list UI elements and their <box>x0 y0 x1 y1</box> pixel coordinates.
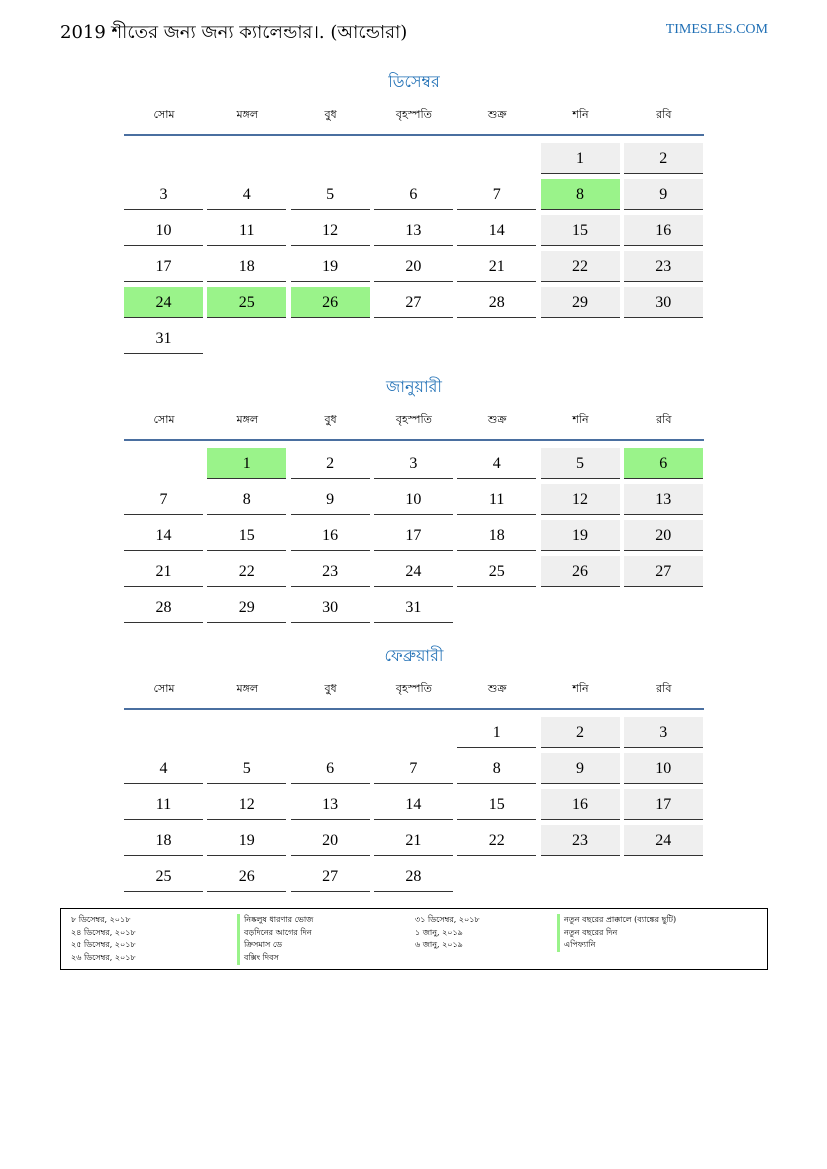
weekday-label: মঙ্গল <box>236 108 259 121</box>
weekday-label: বৃহস্পতি <box>395 682 432 695</box>
day-cell: 9 <box>541 753 620 784</box>
weekday-label: শনি <box>572 108 589 121</box>
day-cell: 15 <box>457 789 536 820</box>
weekday-label: রবি <box>656 108 672 121</box>
legend-holiday-name: বড়দিনের আগের দিন <box>237 927 312 940</box>
day-cell: 20 <box>291 825 370 856</box>
weekday-header-row <box>124 106 704 130</box>
day-cell: 3 <box>374 448 453 479</box>
day-cell: 21 <box>374 825 453 856</box>
legend-date: ২৬ ডিসেম্বর, ২০১৮ <box>71 952 136 962</box>
day-cell: 12 <box>541 484 620 515</box>
day-cell: 15 <box>207 520 286 551</box>
day-cell: 29 <box>207 592 286 623</box>
holiday-day-cell: 24 <box>124 287 203 318</box>
month-name: জানুয়ারী <box>386 377 442 396</box>
weekday-label: বৃহস্পতি <box>395 413 432 426</box>
day-cell: 8 <box>457 753 536 784</box>
day-cell: 11 <box>124 789 203 820</box>
holiday-day-cell: 25 <box>207 287 286 318</box>
day-cell: 22 <box>457 825 536 856</box>
day-cell: 5 <box>541 448 620 479</box>
weekday-label: মঙ্গল <box>236 413 259 426</box>
day-cell: 21 <box>457 251 536 282</box>
weekday-label: শনি <box>572 413 589 426</box>
day-cell: 18 <box>124 825 203 856</box>
day-cell: 26 <box>207 861 286 892</box>
legend-holiday-name: নতুন বছরের দিন <box>557 927 617 940</box>
month-block <box>124 70 704 347</box>
legend-date: ২৫ ডিসেম্বর, ২০১৮ <box>71 940 136 949</box>
day-cell: 8 <box>207 484 286 515</box>
day-cell: 11 <box>457 484 536 515</box>
day-cell: 17 <box>374 520 453 551</box>
day-cell: 16 <box>624 215 703 246</box>
day-cell: 27 <box>624 556 703 587</box>
day-cell: 11 <box>207 215 286 246</box>
holiday-day-cell: 26 <box>291 287 370 318</box>
brand-link[interactable]: TIMESLES.COM <box>665 22 768 37</box>
day-cell: 23 <box>541 825 620 856</box>
day-cell: 26 <box>541 556 620 587</box>
weekday-label: শুক্র <box>487 108 507 121</box>
header-divider <box>124 708 704 710</box>
page-header <box>60 18 768 46</box>
legend-date: ২৪ ডিসেম্বর, ২০১৮ <box>71 927 136 937</box>
day-cell: 7 <box>124 484 203 515</box>
day-cell: 6 <box>291 753 370 784</box>
legend-holiday-name: এপিফ্যানি <box>557 939 595 952</box>
day-cell: 31 <box>124 323 203 354</box>
day-cell: 5 <box>207 753 286 784</box>
legend-holiday-name: নতুন বছরের প্রাক্কালে (ব্যাঙ্কের ছুটি) <box>557 914 676 927</box>
day-cell: 3 <box>124 179 203 210</box>
day-cell: 30 <box>624 287 703 318</box>
page-title: 2019 শীতের জন্য জন্য ক্যালেন্ডার।. (আন্ডোরা) <box>60 22 408 43</box>
weekday-label: বুধ <box>324 413 337 426</box>
day-cell: 21 <box>124 556 203 587</box>
legend-holiday-name: ক্রিসমাস ডে <box>237 939 282 952</box>
day-cell: 4 <box>124 753 203 784</box>
day-cell: 17 <box>624 789 703 820</box>
day-cell: 18 <box>457 520 536 551</box>
day-cell: 16 <box>541 789 620 820</box>
day-cell: 2 <box>541 717 620 748</box>
holiday-legend <box>60 908 768 970</box>
day-cell: 23 <box>624 251 703 282</box>
day-cell: 27 <box>291 861 370 892</box>
weekday-label: সোম <box>153 682 175 695</box>
day-cell: 10 <box>624 753 703 784</box>
day-cell: 19 <box>207 825 286 856</box>
weekday-label: মঙ্গল <box>236 682 259 695</box>
day-cell: 3 <box>624 717 703 748</box>
legend-date: ৮ ডিসেম্বর, ২০১৮ <box>71 915 131 924</box>
day-cell: 10 <box>124 215 203 246</box>
day-cell: 1 <box>457 717 536 748</box>
legend-holiday-name: বক্সিং দিবস <box>237 952 279 965</box>
legend-holiday-name: নিষ্কলুষ ধারণার ভোজ <box>237 914 313 927</box>
day-cell: 27 <box>374 287 453 318</box>
legend-date: ৬ জানু, ২০১৯ <box>415 940 463 949</box>
day-cell: 9 <box>291 484 370 515</box>
legend-date: ১ জানু, ২০১৯ <box>415 927 463 937</box>
day-cell: 24 <box>374 556 453 587</box>
weekday-label: সোম <box>153 413 175 426</box>
header-divider <box>124 439 704 441</box>
day-cell: 13 <box>291 789 370 820</box>
day-cell: 13 <box>624 484 703 515</box>
day-cell: 19 <box>541 520 620 551</box>
weekday-header-row <box>124 680 704 704</box>
day-cell: 12 <box>291 215 370 246</box>
day-cell: 2 <box>291 448 370 479</box>
day-cell: 20 <box>624 520 703 551</box>
day-cell: 2 <box>624 143 703 174</box>
day-cell: 22 <box>541 251 620 282</box>
day-cell: 5 <box>291 179 370 210</box>
day-cell: 20 <box>374 251 453 282</box>
day-cell: 1 <box>541 143 620 174</box>
weekday-label: শুক্র <box>487 682 507 695</box>
weekday-header-row <box>124 411 704 435</box>
day-cell: 28 <box>374 861 453 892</box>
weekday-label: শুক্র <box>487 413 507 426</box>
day-cell: 17 <box>124 251 203 282</box>
day-cell: 7 <box>374 753 453 784</box>
day-cell: 14 <box>457 215 536 246</box>
day-cell: 25 <box>124 861 203 892</box>
day-cell: 4 <box>207 179 286 210</box>
day-cell: 22 <box>207 556 286 587</box>
day-cell: 23 <box>291 556 370 587</box>
weekday-label: বুধ <box>324 108 337 121</box>
day-cell: 14 <box>124 520 203 551</box>
holiday-day-cell: 8 <box>541 179 620 210</box>
weekday-label: রবি <box>656 682 672 695</box>
month-block <box>124 375 704 616</box>
day-cell: 9 <box>624 179 703 210</box>
holiday-day-cell: 1 <box>207 448 286 479</box>
day-cell: 28 <box>457 287 536 318</box>
day-cell: 12 <box>207 789 286 820</box>
month-block <box>124 644 704 885</box>
weekday-label: রবি <box>656 413 672 426</box>
day-cell: 7 <box>457 179 536 210</box>
weekday-label: শনি <box>572 682 589 695</box>
day-cell: 28 <box>124 592 203 623</box>
day-cell: 30 <box>291 592 370 623</box>
month-name: ফেব্রুয়ারী <box>384 646 444 665</box>
weekday-label: সোম <box>153 108 175 121</box>
day-cell: 19 <box>291 251 370 282</box>
day-cell: 24 <box>624 825 703 856</box>
weekday-label: বৃহস্পতি <box>395 108 432 121</box>
day-cell: 18 <box>207 251 286 282</box>
day-cell: 4 <box>457 448 536 479</box>
day-cell: 15 <box>541 215 620 246</box>
weekday-label: বুধ <box>324 682 337 695</box>
month-name: ডিসেম্বর <box>388 72 440 91</box>
legend-date: ৩১ ডিসেম্বর, ২০১৮ <box>415 915 480 924</box>
day-cell: 10 <box>374 484 453 515</box>
day-cell: 25 <box>457 556 536 587</box>
holiday-day-cell: 6 <box>624 448 703 479</box>
day-cell: 31 <box>374 592 453 623</box>
day-cell: 6 <box>374 179 453 210</box>
day-cell: 13 <box>374 215 453 246</box>
day-cell: 14 <box>374 789 453 820</box>
header-divider <box>124 134 704 136</box>
day-cell: 16 <box>291 520 370 551</box>
day-cell: 29 <box>541 287 620 318</box>
